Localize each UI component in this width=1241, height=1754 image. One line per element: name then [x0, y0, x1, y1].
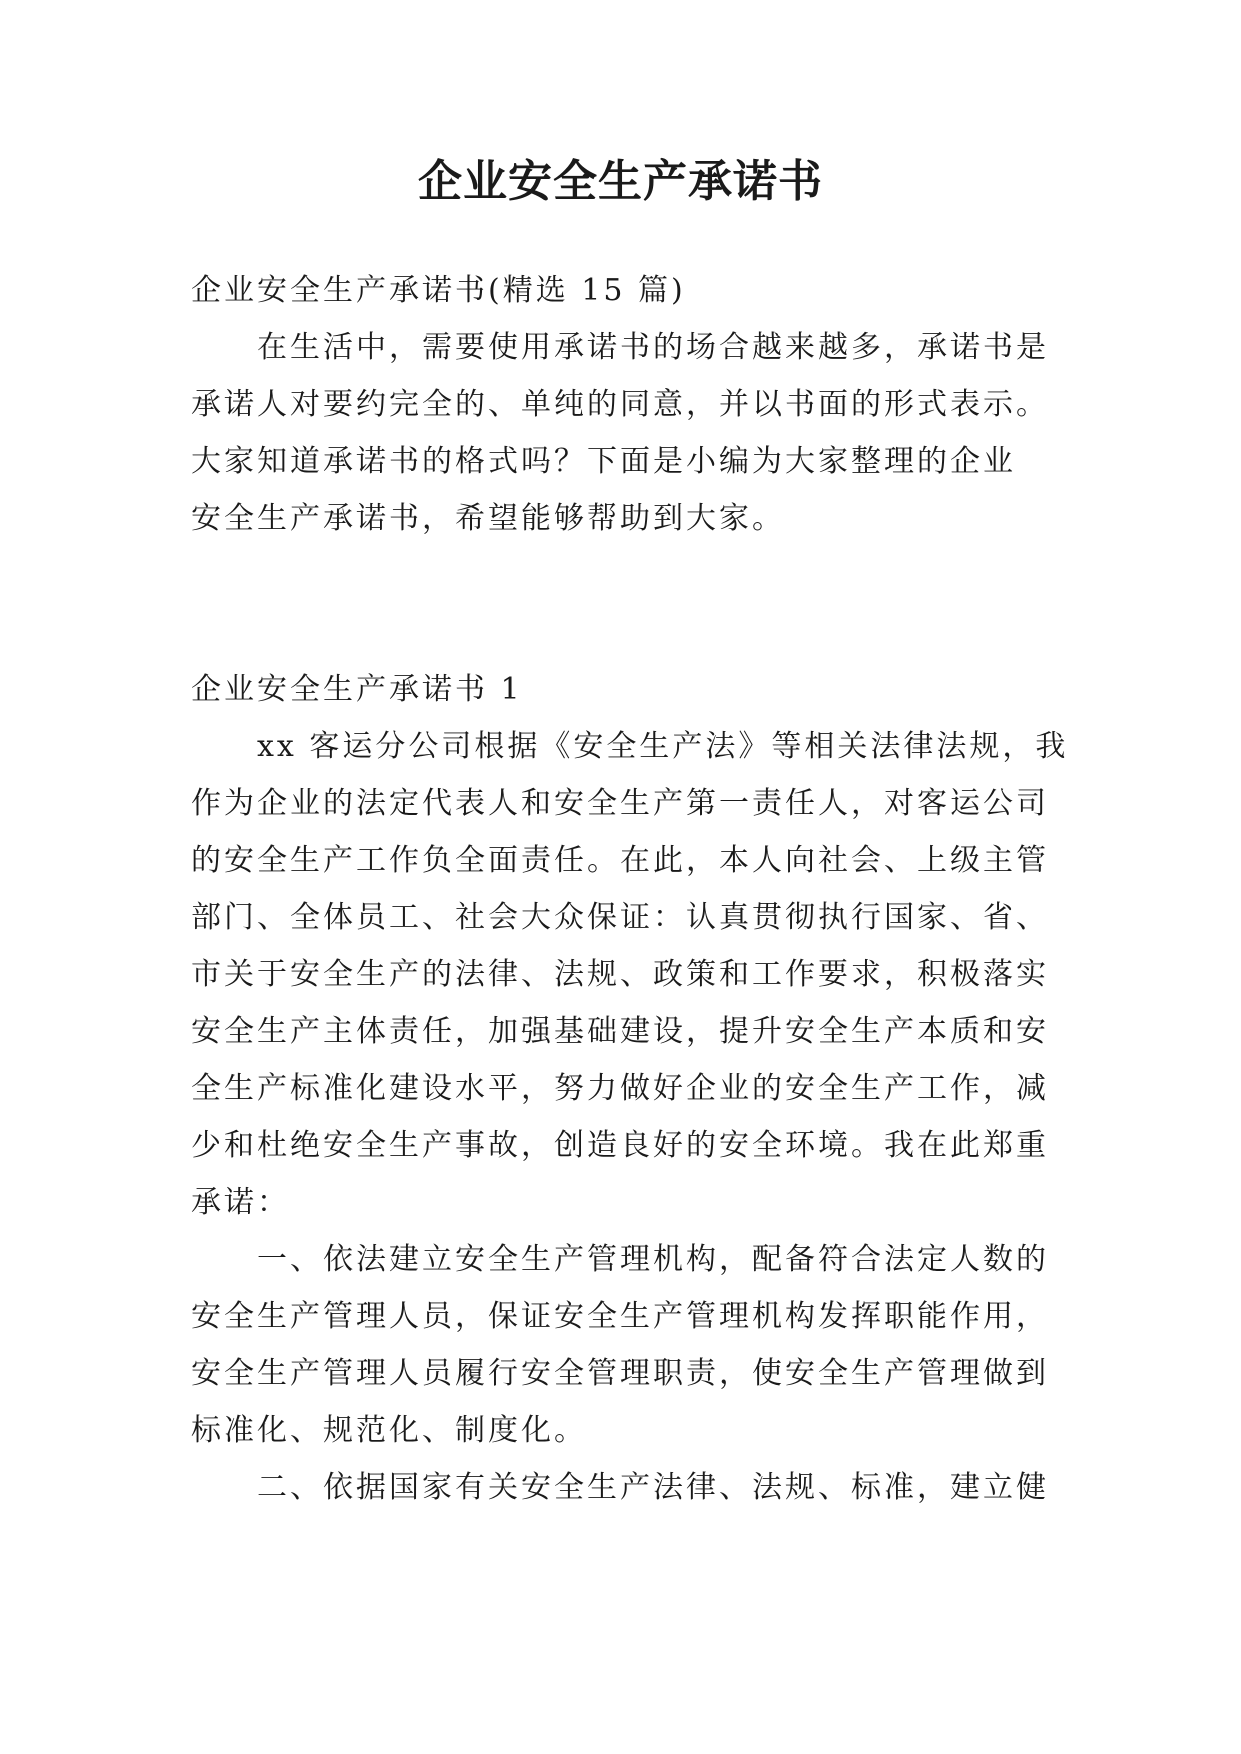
paragraph-line: 安全生产主体责任，加强基础建设，提升安全生产本质和安: [191, 1014, 1049, 1049]
section-gap: [191, 547, 1066, 661]
paragraph: [191, 1459, 1066, 1516]
intro-line: 大家知道承诺书的格式吗？下面是小编为大家整理的企业: [191, 444, 1016, 479]
paragraph-line: 的安全生产工作负全面责任。在此，本人向社会、上级主管: [191, 843, 1049, 878]
section-heading: 企业安全生产承诺书 1: [191, 672, 523, 707]
document-body: [191, 262, 1069, 1516]
paragraph-line: 市关于安全生产的法律、法规、政策和工作要求，积极落实: [191, 957, 1049, 992]
intro-line: 安全生产承诺书，希望能够帮助到大家。: [191, 501, 785, 536]
paragraph-line: xx 客运分公司根据《安全生产法》等相关法律法规，我: [257, 729, 1069, 764]
paragraph-line: 安全生产管理人员，保证安全生产管理机构发挥职能作用，: [191, 1299, 1049, 1334]
paragraph-line: 标准化、规范化、制度化。: [191, 1413, 587, 1448]
paragraph-line: 一、依法建立安全生产管理机构，配备符合法定人数的: [257, 1242, 1049, 1277]
intro-line: 承诺人对要约完全的、单纯的同意，并以书面的形式表示。: [191, 387, 1049, 422]
paragraph-line: 安全生产管理人员履行安全管理职责，使安全生产管理做到: [191, 1356, 1049, 1391]
paragraph: [191, 718, 1069, 1231]
paragraph-line: 部门、全体员工、社会大众保证：认真贯彻执行国家、省、: [191, 900, 1049, 935]
paragraph-line: 全生产标准化建设水平，努力做好企业的安全生产工作，减: [191, 1071, 1049, 1106]
document-subtitle: 企业安全生产承诺书(精选 15 篇): [191, 273, 686, 308]
intro-line: 在生活中，需要使用承诺书的场合越来越多，承诺书是: [257, 330, 1049, 365]
paragraph-line: 作为企业的法定代表人和安全生产第一责任人，对客运公司: [191, 786, 1049, 821]
intro-paragraph: [191, 319, 1066, 547]
paragraph: [191, 1231, 1066, 1459]
paragraph-line: 承诺：: [191, 1185, 290, 1220]
paragraph-line: 二、依据国家有关安全生产法律、法规、标准，建立健: [257, 1470, 1049, 1505]
paragraph-line: 少和杜绝安全生产事故，创造良好的安全环境。我在此郑重: [191, 1128, 1049, 1163]
document-title: 企业安全生产承诺书: [418, 156, 823, 207]
